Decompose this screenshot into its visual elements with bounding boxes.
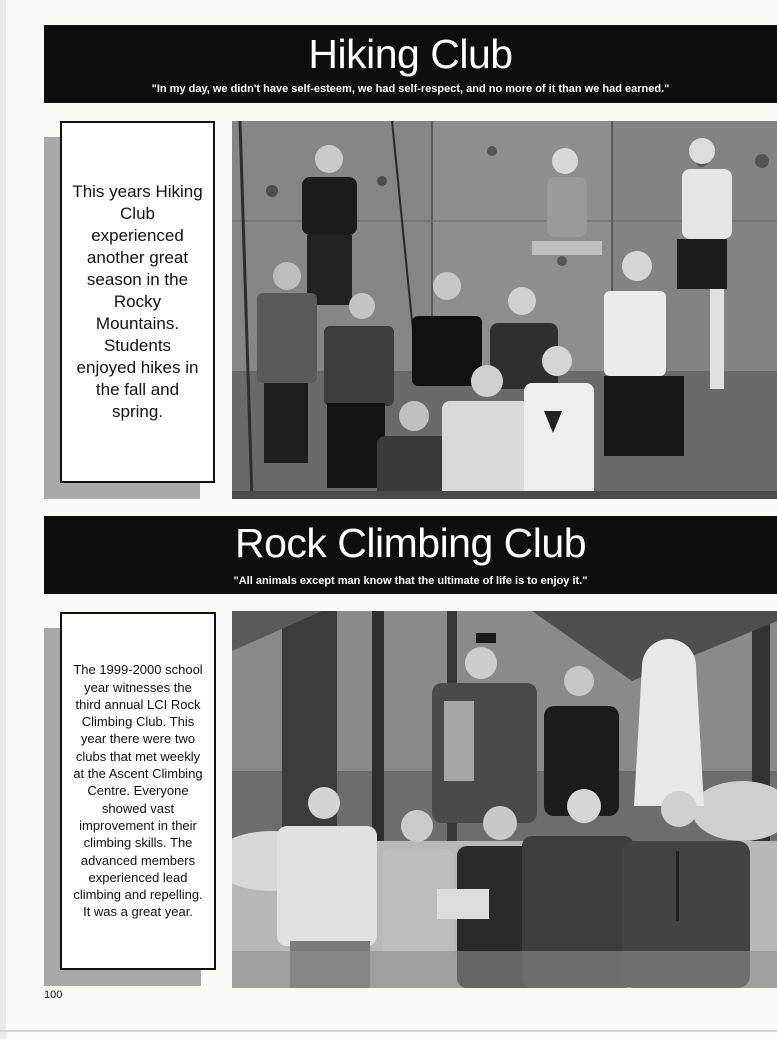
climbing-caption-box bbox=[60, 612, 216, 970]
bottom-rule bbox=[0, 1030, 777, 1032]
climbing-caption-text: The 1999-2000 school year witnesses the third annual LCI Rock Climbing Club. This year there were two clubs that met weekly at the Ascent Climbing Centre. Everyone showed vast improvement in their climbing skills. The advanced members experienced lead climbing and repelling. It was a great year. bbox=[73, 662, 203, 920]
hiking-caption-text: This years Hiking Club experienced another great season in the Rocky Mountains. Students enjoyed hikes in the fall and spring. bbox=[72, 182, 203, 421]
page-number: 100 bbox=[44, 989, 63, 1001]
rock-climbing-club-title: Rock Climbing Club bbox=[234, 520, 586, 566]
hiking-club-banner bbox=[44, 25, 777, 103]
hiking-caption-box bbox=[60, 121, 215, 483]
rock-climbing-club-banner bbox=[44, 516, 777, 594]
rock-climbing-club-quote: "All animals except man know that the ultimate of life is to enjoy it." bbox=[233, 575, 588, 587]
hiking-club-quote: "In my day, we didn't have self-esteem, we had self-respect, and no more of it than we had earned." bbox=[151, 83, 670, 95]
climbing-wall-photo-illustration bbox=[232, 121, 777, 499]
hiking-club-title: Hiking Club bbox=[308, 31, 513, 77]
rock-climbing-club-group-photo bbox=[232, 611, 777, 988]
hiking-club-group-photo bbox=[232, 121, 777, 499]
snowy-forest-photo-illustration bbox=[232, 611, 777, 988]
page-edge bbox=[0, 0, 6, 1039]
